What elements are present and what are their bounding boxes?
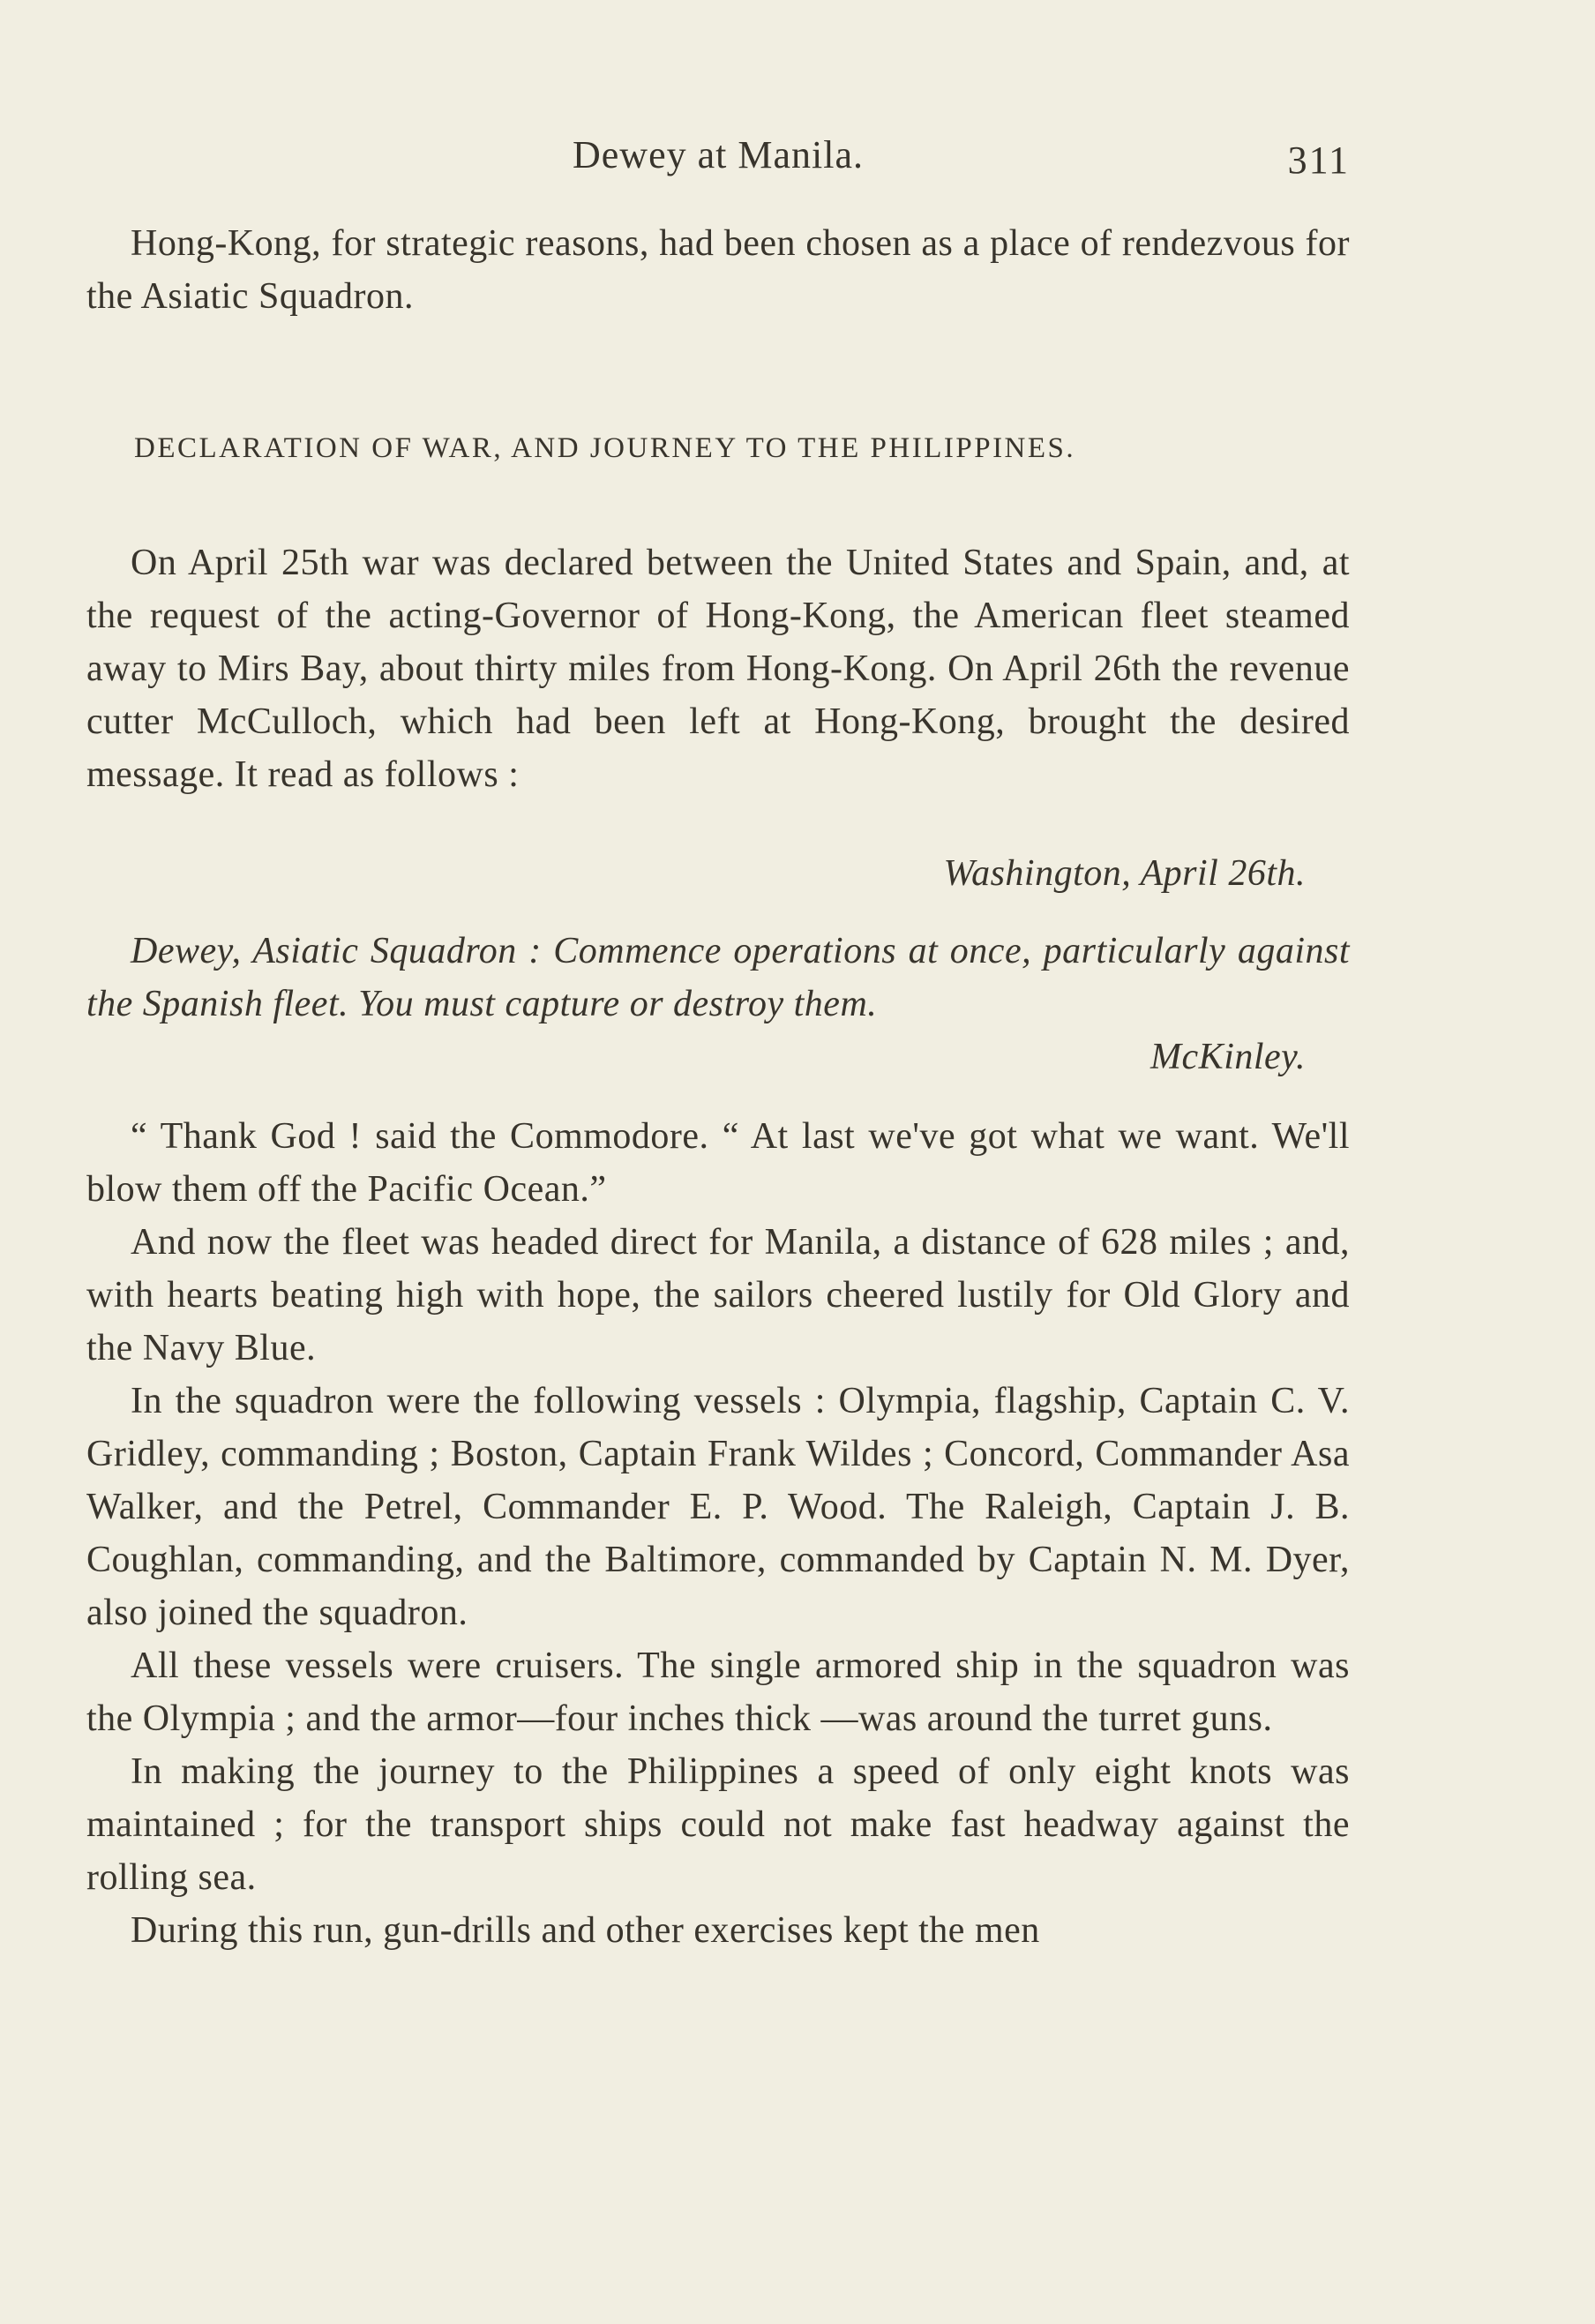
paragraph-cruisers: All these vessels were cruisers. The single armored ship in the squadron was the Olympia ; and the armor—four inches thick —was around the turret guns. <box>86 1646 1350 1739</box>
paragraph-gun-drills: During this run, gun-drills and other exercises kept the men <box>131 1910 1040 1951</box>
section-heading: DECLARATION OF WAR, AND JOURNEY TO THE PHILIPPINES. <box>134 432 1076 464</box>
page-number: 311 <box>1287 139 1350 182</box>
paragraph-declaration: On April 25th war was declared between the United States and Spain, and, at the request of the acting-Governor of Hong-Kong, the American fleet steamed away to Mirs Bay, about thirty miles from Hong-Kong. On April 26th the revenue cutter McCulloch, which had been left at Hong-Kong, brought the desired message. It read as follows : <box>86 543 1350 795</box>
telegram-dateline: Washington, April 26th. <box>943 853 1306 894</box>
running-title: Dewey at Manila. <box>573 133 864 176</box>
telegram-signature: McKinley. <box>1150 1037 1306 1077</box>
running-head <box>86 132 1350 185</box>
paragraph-squadron-vessels: In the squadron were the following vessels : Olympia, flagship, Captain C. V. Gridley, commanding ; Boston, Captain Frank Wildes ; Concord, Commander Asa Walker, and the Petrel, Commander E. P. Wood. The Raleigh, Captain J. B. Coughlan, commanding, and the Baltimore, commanded by Captain N. M. Dyer, also joined the squadron. <box>86 1381 1350 1633</box>
paragraph-rendezvous: Hong-Kong, for strategic reasons, had been chosen as a place of rendezvous for the Asiatic Squadron. <box>86 223 1350 317</box>
paragraph-commodore-quote: “ Thank God ! said the Commodore. “ At last we've got what we want. We'll blow them off the Pacific Ocean.” <box>86 1116 1350 1210</box>
telegram-text: Dewey, Asiatic Squadron : Commence operations at once, particularly against the Spanish fleet. You must capture or destroy them. <box>86 931 1350 1024</box>
paragraph-journey-speed: In making the journey to the Philippines a speed of only eight knots was maintained ; for the transport ships could not make fast headway against the rolling sea. <box>86 1751 1350 1898</box>
page-body <box>86 217 1350 1957</box>
paragraph-fleet-headed: And now the fleet was headed direct for Manila, a distance of 628 miles ; and, with hearts beating high with hope, the sailors cheered lustily for Old Glory and the Navy Blue. <box>86 1222 1350 1368</box>
